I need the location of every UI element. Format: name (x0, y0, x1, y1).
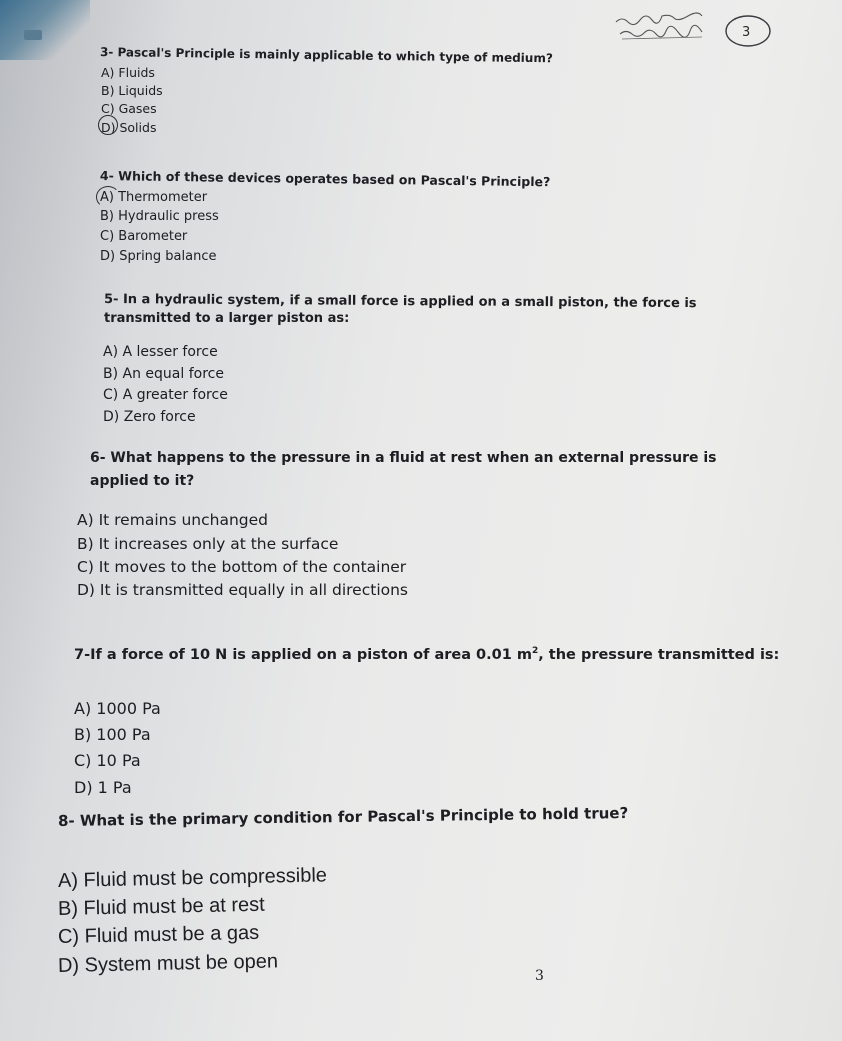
question-8-option-d: D) System must be open (57, 950, 279, 977)
question-7-option-a: A) 1000 Pa (74, 699, 161, 718)
page-number: 3 (535, 968, 544, 984)
answer-circle-q3 (98, 115, 118, 135)
question-6-option-c: C) It moves to the bottom of the container (77, 558, 407, 576)
stamp-number: 3 (742, 25, 751, 40)
question-8-option-a: A) Fluid must be compressible (57, 864, 328, 892)
question-3-prompt: 3- Pascal's Principle is mainly applicable to which type of medium? (99, 45, 553, 66)
question-5-option-d: D) Zero force (103, 409, 196, 425)
question-7-option-d: D) 1 Pa (74, 778, 132, 797)
question-8-option-c: C) Fluid must be a gas (57, 921, 260, 948)
question-3-option-b: B) Liquids (101, 83, 163, 98)
question-7-prompt (74, 646, 779, 663)
question-7-prompt-after: , the pressure transmitted is: (538, 646, 780, 663)
question-8-option-b: B) Fluid must be at rest (57, 893, 265, 920)
question-5-prompt-line-2: transmitted to a larger piston as: (104, 311, 350, 326)
question-6-option-d: D) It is transmitted equally in all directions (77, 581, 409, 599)
question-7-option-c: C) 10 Pa (74, 751, 141, 770)
question-4-option-a: A) Thermometer (100, 190, 208, 205)
corner-marker (24, 30, 42, 40)
question-7-prompt-superscript: 2 (531, 646, 539, 656)
question-4-prompt: 4- Which of these devices operates based on Pascal's Principle? (99, 168, 551, 190)
question-3-option-c: C) Gases (101, 101, 157, 116)
question-8-prompt: 8- What is the primary condition for Pascal's Principle to hold true? (57, 804, 629, 830)
question-7-option-b: B) 100 Pa (74, 725, 151, 744)
question-6-option-b: B) It increases only at the surface (77, 535, 339, 553)
question-5-option-c: C) A greater force (103, 387, 228, 403)
question-3-option-d: D) Solids (101, 120, 157, 135)
question-5-option-b: B) An equal force (103, 366, 224, 382)
answer-circle-q4 (96, 186, 120, 208)
page-stamp (722, 12, 774, 50)
question-6-prompt-line-2: applied to it? (90, 473, 195, 489)
question-4-option-b: B) Hydraulic press (100, 209, 219, 224)
question-5-option-a: A) A lesser force (103, 344, 218, 360)
corner-shadow (0, 0, 90, 60)
question-4-option-c: C) Barometer (100, 229, 188, 244)
question-6-option-a: A) It remains unchanged (77, 511, 268, 529)
handwritten-stamp-scribble (612, 12, 712, 44)
question-5-prompt-line-1: 5- In a hydraulic system, if a small force is applied on a small piston, the force is (103, 292, 697, 312)
question-4-option-d: D) Spring balance (100, 249, 217, 264)
question-3-option-a: A) Fluids (101, 65, 155, 80)
question-6-prompt-line-1: 6- What happens to the pressure in a fluid at rest when an external pressure is (90, 450, 717, 466)
question-7-prompt-before: 7-If a force of 10 N is applied on a piston of area 0.01 m (74, 646, 532, 663)
